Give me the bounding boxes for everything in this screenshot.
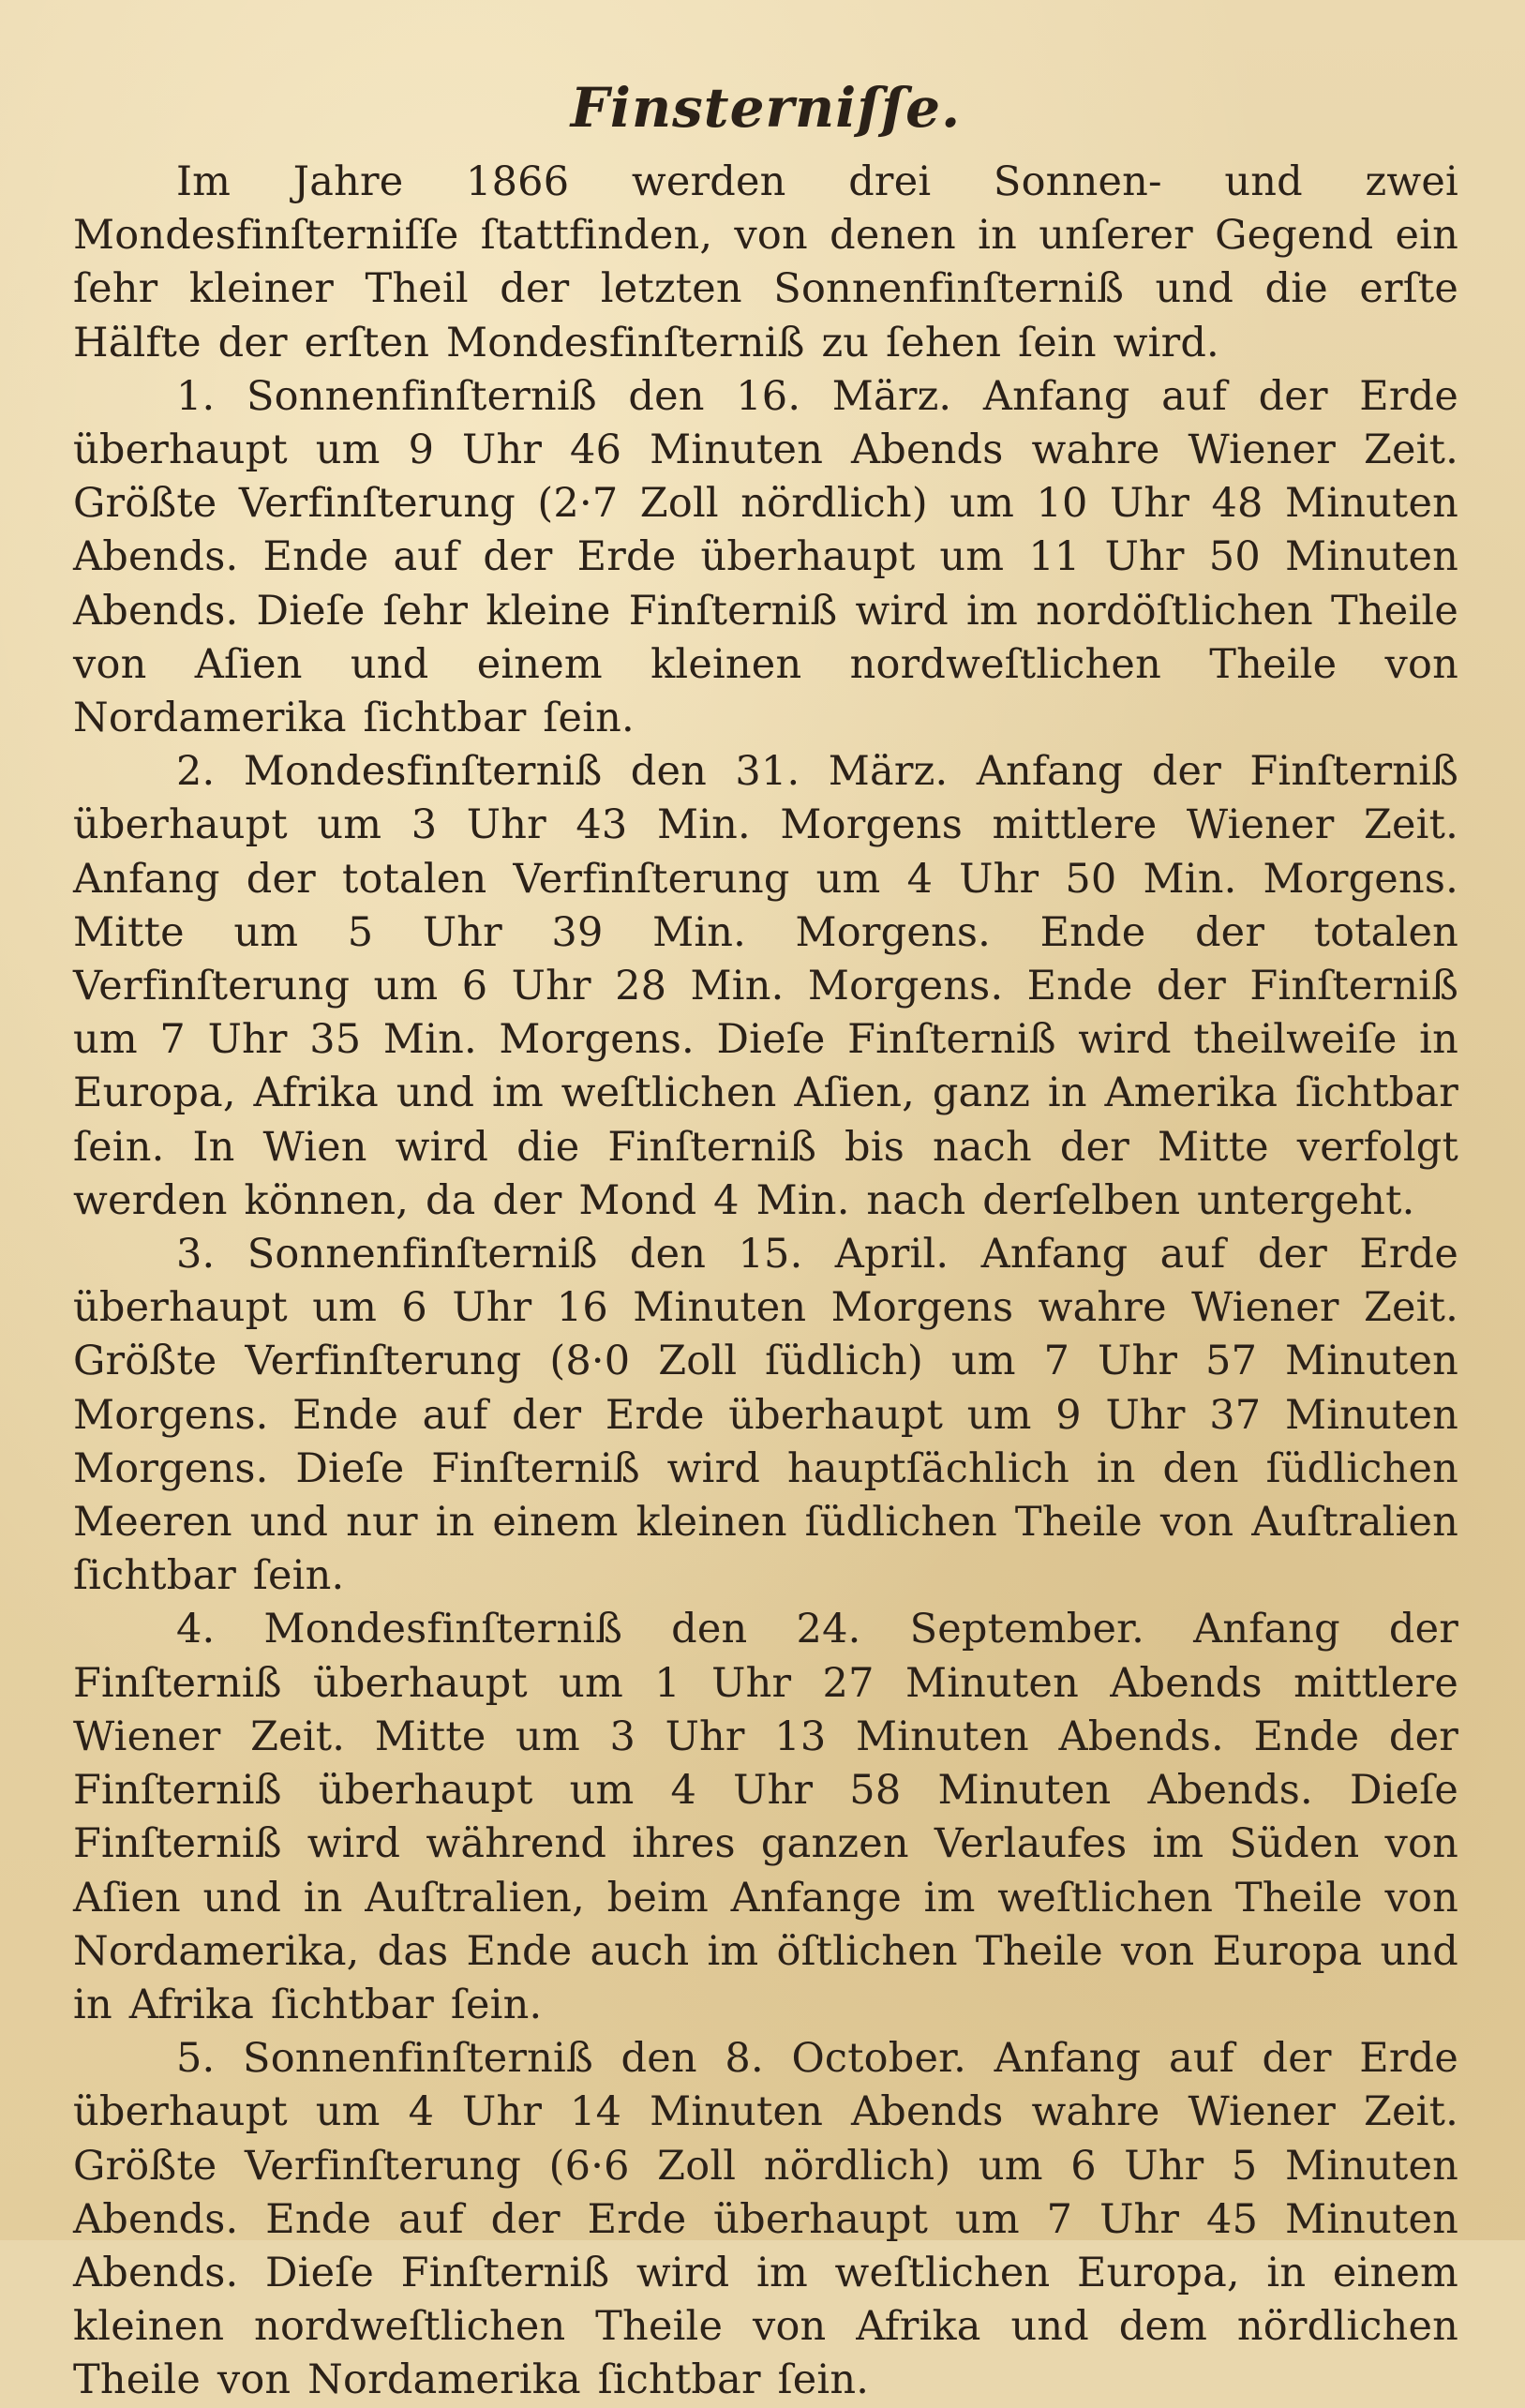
eclipse-2-paragraph: 2. Mondesfinſterniß den 31. März. Anfang der Finſterniß überhaupt um 3 Uhr 43 Min. Morgens mittlere Wiener Zeit. Anfang der totalen Verfinſterung um 4 Uhr 50 Min. Morgens. Mitte um 5 Uhr 39 Min. Morgens. Ende der totalen Verfinſterung um 6 Uhr 28 Min. Morgens. Ende der Finſterniß um 7 Uhr 35 Min. Morgens. Dieſe Finſterniß wird theilweiſe in Europa, Afrika und im weſtlichen Aſien, ganz in Amerika ſichtbar ſein. In Wien wird die Finſterniß bis nach der Mitte verfolgt werden können, da der Mond 4 Min. nach derſelben untergeht. — [73, 748, 1458, 1224]
page-text-block — [73, 66, 1458, 2408]
intro-paragraph: Im Jahre 1866 werden drei Sonnen- und zwei Mondesfinſterniſſe ſtattfinden, von denen in unſerer Gegend ein ſehr kleiner Theil der letzten Sonnenfinſterniß und die erſte Hälfte der erſten Mondesfinſterniß zu ſehen ſein wird. — [73, 158, 1458, 366]
page-title: Finsterniſſe. — [570, 76, 962, 140]
eclipse-4-paragraph: 4. Mondesfinſterniß den 24. September. Anfang der Finſterniß überhaupt um 1 Uhr 27 Minuten Abends mittlere Wiener Zeit. Mitte um 3 Uhr 13 Minuten Abends. Ende der Finſterniß überhaupt um 4 Uhr 58 Minuten Abends. Dieſe Finſterniß wird während ihres ganzen Verlaufes im Süden von Aſien und in Auſtralien, beim Anfange im weſtlichen Theile von Nordamerika, das Ende auch im öſtlichen Theile von Europa und in Afrika ſichtbar ſein. — [73, 1606, 1458, 2028]
eclipse-3-paragraph: 3. Sonnenfinſterniß den 15. April. Anfang auf der Erde überhaupt um 6 Uhr 16 Minuten Morgens wahre Wiener Zeit. Größte Verfinſterung (8·0 Zoll ſüdlich) um 7 Uhr 57 Minuten Morgens. Ende auf der Erde überhaupt um 9 Uhr 37 Minuten Morgens. Dieſe Finſterniß wird hauptſächlich in den ſüdlichen Meeren und nur in einem kleinen ſüdlichen Theile von Auſtralien ſichtbar ſein. — [73, 1231, 1458, 1600]
eclipse-5-paragraph: 5. Sonnenfinſterniß den 8. October. Anfang auf der Erde überhaupt um 4 Uhr 14 Minuten Abends wahre Wiener Zeit. Größte Verfinſterung (6·6 Zoll nördlich) um 6 Uhr 5 Minuten Abends. Ende auf der Erde überhaupt um 7 Uhr 45 Minuten Abends. Dieſe Finſterniß wird im weſtlichen Europa, in einem kleinen nordweſtlichen Theile von Afrika und dem nördlichen Theile von Nordamerika ſichtbar ſein. — [73, 2035, 1458, 2404]
eclipse-1-paragraph: 1. Sonnenfinſterniß den 16. März. Anfang auf der Erde überhaupt um 9 Uhr 46 Minuten Abends wahre Wiener Zeit. Größte Verfinſterung (2·7 Zoll nördlich) um 10 Uhr 48 Minuten Abends. Ende auf der Erde überhaupt um 11 Uhr 50 Minuten Abends. Dieſe ſehr kleine Finſterniß wird im nordöſtlichen Theile von Aſien und einem kleinen nordweſtlichen Theile von Nordamerika ſichtbar ſein. — [73, 372, 1458, 742]
